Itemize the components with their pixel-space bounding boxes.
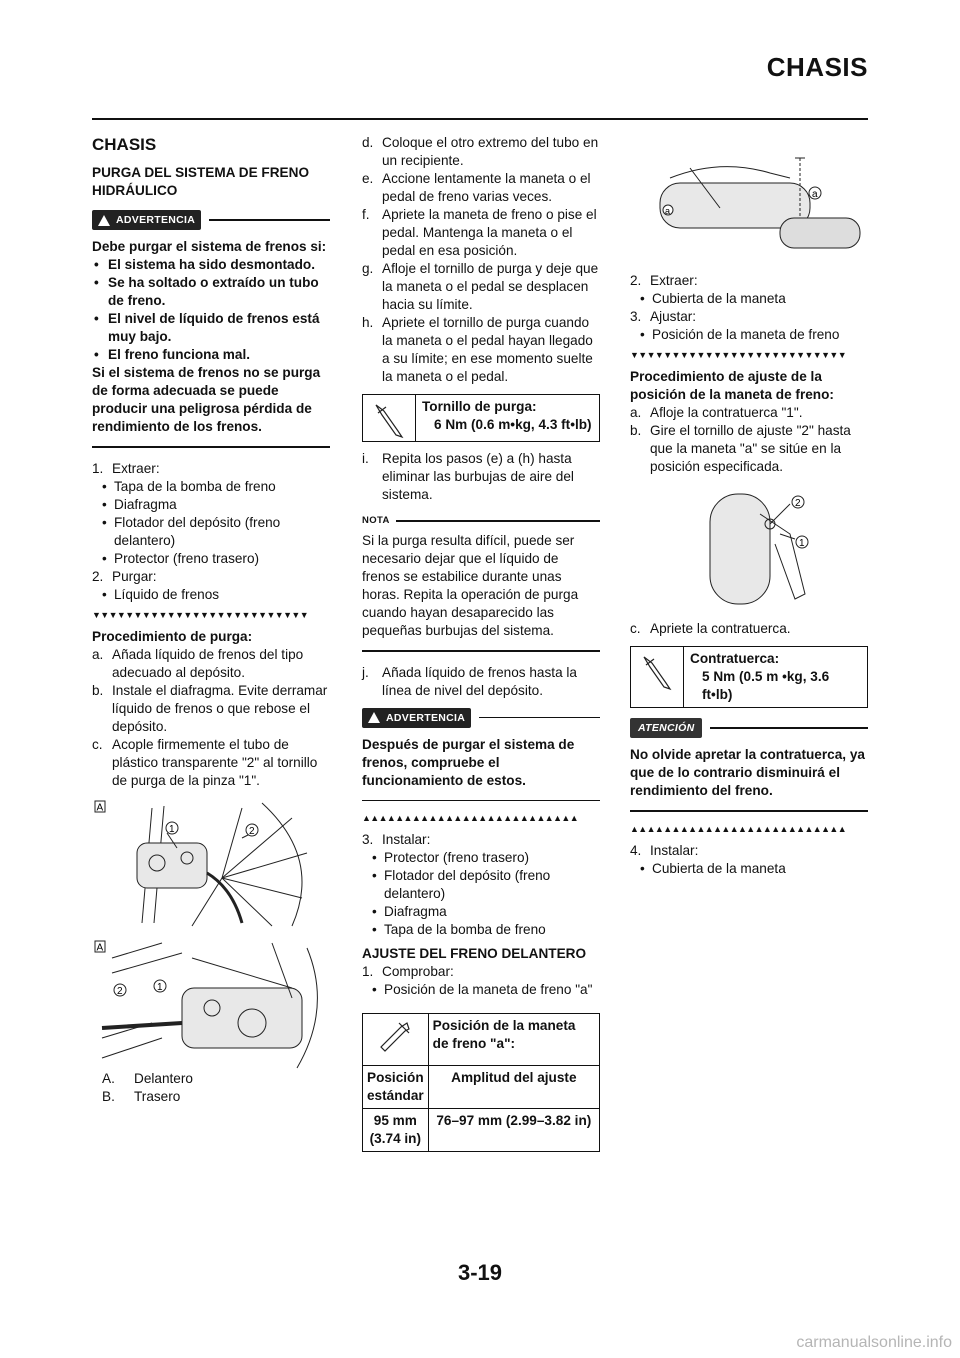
proc-step-d: d. Coloque el otro extremo del tubo en un recipiente. — [362, 135, 599, 168]
proc-step-g: g. Afloje el tornillo de purga y deje que la maneta o el pedal se desplacen hacia su límite. — [362, 261, 599, 312]
front-brake-title: AJUSTE DEL FRENO DELANTERO — [362, 946, 587, 961]
callout-1: 1 — [157, 981, 163, 993]
procedure-title: Procedimiento de ajuste de la posición de la maneta de freno: — [630, 369, 834, 402]
callout-1: 1 — [169, 823, 175, 835]
procedure-title: Procedimiento de purga: — [92, 628, 253, 644]
figure-brake-lever — [630, 148, 868, 272]
column-left — [92, 130, 330, 1106]
warning-text: Después de purgar el sistema de frenos, compruebe el funcionamiento de estos. — [362, 736, 575, 788]
callout-2: 2 — [795, 498, 801, 509]
warning-closing: Si el sistema de frenos no se purga de forma adecuada se puede producir una peligrosa pérdida de rendimiento de los frenos. — [92, 365, 321, 434]
procedure-end-marker: ▲▲▲▲▲▲▲▲▲▲▲▲▲▲▲▲▲▲▲▲▲▲▲▲▲▲ — [630, 823, 847, 834]
spec-value: 5 Nm (0.5 m •kg, 3.6 ft•lb) — [702, 669, 830, 702]
callout-2: 2 — [117, 985, 123, 997]
list-item: • Diafragma — [362, 903, 600, 921]
section-title: CHASIS — [92, 135, 157, 154]
step-1: 1. Extraer: — [92, 460, 160, 476]
spec-title: Tornillo de purga: — [422, 399, 537, 414]
table-std-value: 95 mm (3.74 in) — [363, 1109, 429, 1152]
warning-item: • El nivel de líquido de frenos está muy bajo. — [92, 310, 330, 346]
table-col2-label: Amplitud del ajuste — [428, 1066, 599, 1109]
warning-badge — [92, 210, 201, 230]
procedure-start-marker: ▼▼▼▼▼▼▼▼▼▼▼▼▼▼▼▼▼▼▼▼▼▼▼▼▼▼ — [92, 609, 309, 620]
brake-lever-illustration — [630, 148, 868, 272]
column-right — [630, 148, 868, 878]
list-item: • Protector (freno trasero) — [92, 550, 330, 568]
lever-position-table — [362, 1013, 600, 1152]
column-middle — [362, 134, 600, 1158]
figure-lever-adjuster — [630, 484, 868, 620]
spec-value: 6 Nm (0.6 m•kg, 4.3 ft•lb) — [434, 417, 592, 432]
step-3: 3. Ajustar: — [630, 309, 697, 324]
list-item: • Diafragma — [92, 496, 330, 514]
warning-header — [92, 210, 330, 230]
proc-step-c: c. Acople firmemente el tubo de plástico transparente "2" al tornillo de purga de la pinza "1". — [92, 736, 318, 788]
figure-front-caliper — [92, 798, 330, 928]
callout-a-small: a — [665, 206, 671, 216]
spec-bleed-screw — [362, 394, 600, 442]
warning-end-rule — [92, 446, 330, 448]
step-4: 4. Instalar: — [630, 842, 699, 858]
list-item: • Posición de la maneta de freno "a" — [362, 981, 600, 999]
callout-1: 1 — [799, 538, 805, 549]
table-head: Posición de la maneta de freno "a": — [428, 1014, 599, 1066]
header-title: CHASIS — [766, 52, 868, 82]
list-item: • Flotador del depósito (freno delantero) — [92, 514, 330, 550]
spec-locknut — [630, 646, 868, 708]
caution-text: No olvide apretar la contratuerca, ya que de lo contrario disminuirá el rendimiento del freno. — [630, 747, 865, 798]
proc-step-a: a. Afloje la contratuerca "1". — [630, 405, 803, 420]
warning-intro: Debe purgar el sistema de frenos si: — [92, 239, 327, 254]
proc-step-f: f. Apriete la maneta de freno o pise el pedal. Mantenga la maneta o el pedal en esa posición. — [362, 207, 597, 258]
warning-item: • Se ha soltado o extraído un tubo de freno. — [92, 274, 330, 310]
proc-step-i: i. Repita los pasos (e) a (h) hasta eliminar las burbujas de aire del sistema. — [362, 451, 574, 502]
lever-adjuster-illustration — [630, 484, 868, 620]
caption-a: A. Delantero — [102, 1070, 193, 1086]
step-2: 2. Purgar: — [92, 568, 157, 584]
procedure-end-marker: ▲▲▲▲▲▲▲▲▲▲▲▲▲▲▲▲▲▲▲▲▲▲▲▲▲▲ — [362, 813, 579, 823]
list-item: • Cubierta de la maneta — [630, 290, 868, 308]
page-header — [0, 0, 960, 130]
list-item: • Cubierta de la maneta — [630, 860, 868, 878]
warning-triangle-icon — [98, 215, 110, 226]
proc-step-b: b. Gire el tornillo de ajuste "2" hasta que la maneta "a" se sitúe en la posición especificada. — [630, 423, 851, 474]
rear-caliper-illustration — [92, 938, 330, 1070]
warning-triangle-icon — [368, 712, 380, 723]
subsection-title: PURGA DEL SISTEMA DE FRENO HIDRÁULICO — [92, 165, 310, 198]
list-item: • Flotador del depósito (freno delantero) — [362, 867, 600, 903]
warning-item: • El freno funciona mal. — [92, 346, 330, 364]
proc-step-a: a. Añada líquido de frenos del tipo adecuado al depósito. — [92, 646, 304, 680]
list-item: • Tapa de la bomba de freno — [362, 921, 600, 939]
fig-label-a: A — [96, 802, 104, 813]
adj-step-1: 1. Comprobar: — [362, 964, 454, 979]
page-number: 3-19 — [457, 1260, 503, 1285]
warning-badge: ADVERTENCIA — [362, 708, 471, 728]
spec-title: Contratuerca: — [690, 651, 780, 666]
warning-header — [362, 708, 600, 728]
list-item: • Tapa de la bomba de freno — [92, 478, 330, 496]
list-item: • Protector (freno trasero) — [362, 849, 600, 867]
note-end-rule — [362, 650, 600, 652]
warning-label: ADVERTENCIA — [116, 214, 196, 226]
table-range-value: 76–97 mm (2.99–3.82 in) — [428, 1109, 599, 1152]
warning-item: • El sistema ha sido desmontado. — [92, 256, 330, 274]
note-label: NOTA — [362, 515, 390, 526]
list-item: • Líquido de frenos — [92, 586, 330, 604]
step-2: 2. Extraer: — [630, 273, 698, 288]
caution-header — [630, 718, 868, 738]
header-rule — [92, 118, 868, 120]
proc-step-c: c. Apriete la contratuerca. — [630, 621, 791, 636]
proc-step-j: j. Añada líquido de frenos hasta la línea de nivel del depósito. — [362, 664, 577, 698]
list-item: • Posición de la maneta de freno — [630, 326, 868, 344]
proc-step-h: h. Apriete el tornillo de purga cuando la maneta o el pedal hayan llegado a su límite; en ese momento suelte la maneta o el pedal. — [362, 315, 593, 384]
fig-label-b: A — [96, 942, 104, 953]
warning-rule — [209, 219, 330, 221]
callout-a: a — [812, 189, 818, 200]
torque-wrench-icon — [631, 647, 684, 707]
figure-rear-caliper — [92, 938, 330, 1070]
tool-icon-cell — [363, 1014, 429, 1066]
torque-wrench-icon — [363, 395, 416, 441]
front-caliper-illustration — [92, 798, 330, 928]
table-col1-label: Posición estándar — [363, 1066, 429, 1109]
callout-2: 2 — [249, 825, 255, 837]
step-3: 3. Instalar: — [362, 832, 431, 847]
proc-step-e: e. Accione lentamente la maneta o el pedal de freno varias veces. — [362, 171, 591, 204]
note-header — [362, 512, 600, 530]
note-text: Si la purga resulta difícil, puede ser necesario dejar que el líquido de frenos se estabilice durante unas horas. Repita la operación de purga cuando hayan desaparecido las pequeñas burbujas del sistema. — [362, 533, 579, 638]
caution-badge: ATENCIÓN — [630, 718, 702, 738]
procedure-start-marker: ▼▼▼▼▼▼▼▼▼▼▼▼▼▼▼▼▼▼▼▼▼▼▼▼▼▼ — [630, 350, 847, 360]
proc-step-b: b. Instale el diafragma. Evite derramar líquido de frenos o que rebose el depósito. — [92, 682, 328, 734]
wrench-icon — [375, 1017, 415, 1057]
watermark: carmanualsonline.info — [796, 1334, 952, 1351]
caption-b: B. Trasero — [102, 1088, 181, 1104]
